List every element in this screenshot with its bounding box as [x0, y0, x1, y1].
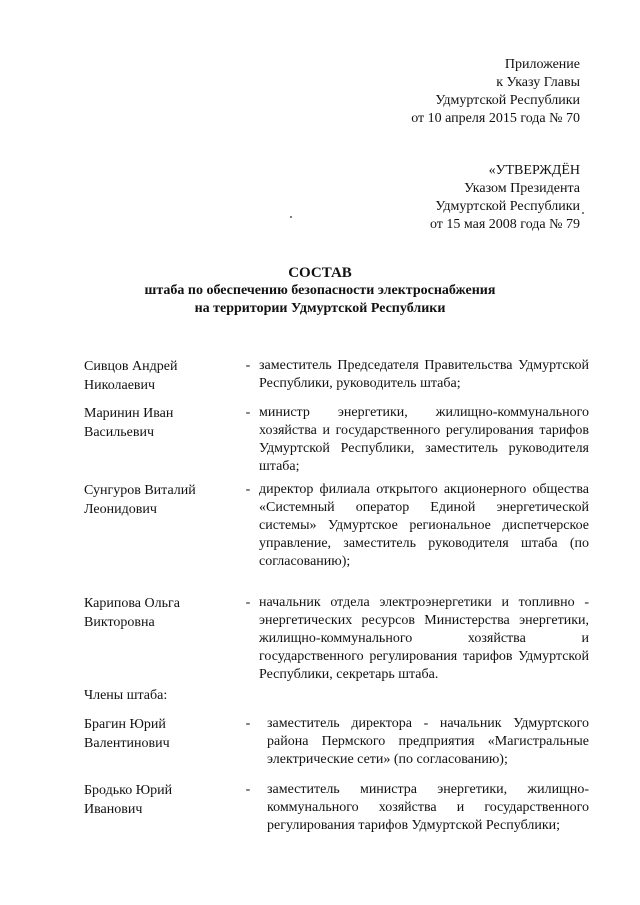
person-surname-first: Сунгуров Виталий — [84, 483, 196, 498]
approval-line: Удмуртской Республики — [435, 199, 580, 214]
person-position: директор филиала открытого акционерного общества «Системный оператор Единой энергетической системы» Удмуртское региональное диспетчерское управление, заместитель руководителя штаба (по согласованию); — [259, 482, 589, 569]
entry-dash: - — [245, 595, 251, 610]
scan-speck — [290, 216, 292, 218]
scan-speck — [582, 212, 584, 214]
approval-line: от 15 мая 2008 года № 79 — [429, 217, 580, 232]
title-main: СОСТАВ — [288, 265, 352, 281]
person-name — [84, 357, 234, 395]
person-name — [84, 715, 234, 753]
appendix-line: Удмуртской Республики — [435, 93, 580, 108]
person-position: заместитель министра энергетики, жилищно-коммунального хозяйства и государственного регулирования тарифов Удмуртской Республики; — [267, 782, 589, 833]
document-title — [90, 264, 550, 318]
title-subtitle: штаба по обеспечению безопасности электроснабжения — [144, 283, 496, 298]
person-name — [84, 404, 234, 442]
appendix-line: от 10 апреля 2015 года № 70 — [411, 111, 580, 126]
person-name — [84, 781, 234, 819]
person-position: начальник отдела электроэнергетики и топливно - энергетических ресурсов Министерства энергетики, жилищно-коммунального хозяйства и государственного регулирования тарифов Удмуртской Республики, секретарь штаба. — [259, 595, 589, 682]
person-patronymic: Викторовна — [84, 615, 155, 630]
approval-header — [380, 162, 580, 234]
approval-line: «УТВЕРЖДЁН — [488, 163, 580, 178]
entry-dash: - — [245, 782, 251, 797]
entry-dash: - — [245, 358, 251, 373]
entry-dash: - — [245, 482, 251, 497]
person-surname-first: Сивцов Андрей — [84, 359, 178, 374]
person-patronymic: Николаевич — [84, 378, 156, 393]
appendix-header — [380, 56, 580, 128]
person-surname-first: Бродько Юрий — [84, 783, 173, 798]
title-subtitle: на территории Удмуртской Республики — [194, 301, 446, 316]
appendix-line: к Указу Главы — [496, 75, 580, 90]
person-patronymic: Валентинович — [84, 736, 170, 751]
person-name — [84, 594, 234, 632]
entry-dash: - — [245, 716, 251, 731]
person-surname-first: Карипова Ольга — [84, 596, 180, 611]
person-patronymic: Иванович — [84, 802, 143, 817]
person-patronymic: Леонидович — [84, 502, 157, 517]
person-surname-first: Маринин Иван — [84, 406, 174, 421]
members-heading: Члены штаба: — [84, 688, 168, 703]
person-name — [84, 481, 234, 519]
person-position: заместитель директора - начальник Удмуртского района Пермского предприятия «Магистральные электрические сети» (по согласованию); — [267, 716, 589, 767]
person-patronymic: Васильевич — [84, 425, 154, 440]
person-position: министр энергетики, жилищно-коммунального хозяйства и государственного регулирования тарифов Удмуртской Республики, заместитель руководителя штаба; — [259, 405, 589, 474]
person-position: заместитель Председателя Правительства Удмуртской Республики, руководитель штаба; — [259, 358, 589, 391]
entry-dash: - — [245, 405, 251, 420]
approval-line: Указом Президента — [464, 181, 580, 196]
person-surname-first: Брагин Юрий — [84, 717, 166, 732]
appendix-line: Приложение — [504, 57, 580, 72]
